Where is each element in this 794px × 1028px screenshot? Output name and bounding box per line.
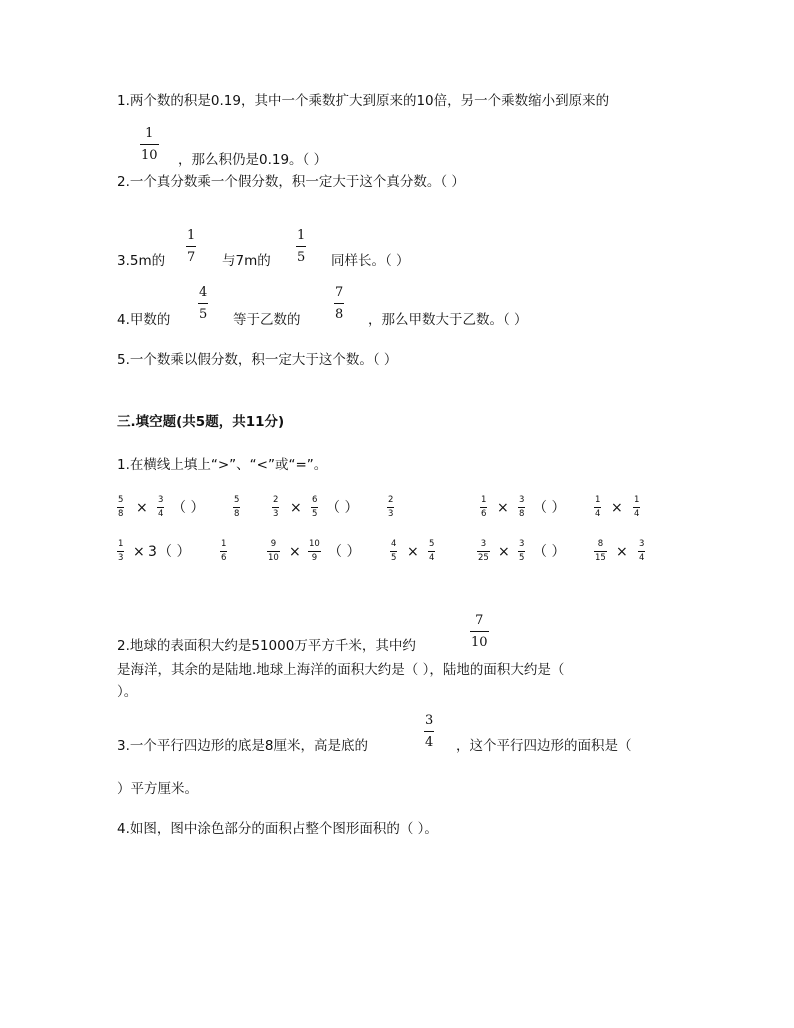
f1-r1b-frac-2 [311,496,318,518]
whole-number: 3 [148,544,157,560]
times-sign: × [133,544,145,560]
q4-frac2-numerator: 7 [335,285,344,300]
f1-r1b-frac-3 [387,496,394,518]
fraction-bar [480,507,487,508]
fraction-bar [311,507,318,508]
denominator: 3 [273,508,279,519]
q4-fraction-1 [198,286,208,321]
numerator: 5 [234,495,240,505]
times-sign: × [497,500,509,516]
numerator: 3 [639,539,645,549]
numerator: 3 [158,495,164,505]
q5-text: 5.一个数乘以假分数，积一定大于这个数。（ ） [117,352,398,368]
q3-fraction-2 [296,229,306,264]
f2-frac-numerator: 7 [475,613,484,628]
denominator: 25 [478,552,489,563]
f1-r1a-frac-2 [157,496,164,518]
numerator: 5 [429,539,435,549]
f1-r1c-frac-2 [518,496,525,518]
fraction-bar [633,507,640,508]
numerator: 1 [221,539,227,549]
denominator: 4 [639,552,645,563]
numerator: 3 [519,495,525,505]
q3-fraction-1 [186,229,196,264]
fraction-bar [233,507,240,508]
f2-line2: 是海洋，其余的是陆地.地球上海洋的面积大约是（ ），陆地的面积大约是（ [117,662,565,678]
denominator: 10 [268,552,279,563]
f2-fraction [470,614,489,649]
f3-fraction [424,714,434,749]
q4-fraction-2 [334,286,344,321]
f1-r2b-frac-1 [267,540,280,562]
q4-frac1-numerator: 4 [199,285,208,300]
fraction-bar [296,246,306,247]
fraction-bar [387,507,394,508]
denominator: 5 [391,552,397,563]
q3-frac2-denominator: 5 [297,250,306,265]
f1-r2c-frac-1 [477,540,490,562]
denominator: 4 [595,508,601,519]
f1-r2b-frac-2 [308,540,321,562]
f1-r2c-frac-3 [594,540,607,562]
denominator: 4 [158,508,164,519]
denominator: 9 [311,552,318,563]
f1-r1b-frac-1 [272,496,279,518]
numerator: 1 [634,495,640,505]
times-sign: × [616,544,628,560]
numerator: 9 [270,539,277,549]
fraction-bar [308,551,321,552]
f1-r1a-frac-1 [117,496,124,518]
q1-frac-numerator: 1 [145,126,154,141]
section-heading: 三.填空题(共5题，共11分) [117,414,285,430]
fraction-bar [428,551,435,552]
answer-blank[interactable]: （ ） [158,544,191,560]
q1-frac-denominator: 10 [141,148,158,163]
denominator: 8 [234,508,240,519]
times-sign: × [611,500,623,516]
fraction-bar [477,551,490,552]
denominator: 6 [481,508,487,519]
fraction-bar [424,731,434,732]
answer-blank[interactable]: （ ） [533,544,566,560]
fraction-bar [334,303,344,304]
numerator: 1 [118,539,124,549]
answer-blank[interactable]: （ ） [533,500,566,516]
numerator: 1 [595,495,601,505]
f1-r1c-frac-1 [480,496,487,518]
times-sign: × [290,500,302,516]
q2-text: 2.一个真分数乘一个假分数，积一定大于这个真分数。（ ） [117,174,465,190]
denominator: 4 [634,508,640,519]
numerator: 2 [388,495,394,505]
f4-text: 4.如图，图中涂色部分的面积占整个图形面积的（ ）。 [117,821,438,837]
f1-r2b-frac-3 [390,540,397,562]
denominator: 3 [388,508,394,519]
times-sign: × [136,500,148,516]
f2-frac-denominator: 10 [471,635,488,650]
f3-line1b: ，这个平行四边形的面积是（ [456,738,632,754]
f2-line1: 2.地球的表面积大约是51000万平方千米，其中约 [117,638,416,654]
f1-r2c-frac-4 [638,540,645,562]
f3-frac-denominator: 4 [425,735,434,750]
q3-frac1-denominator: 7 [187,250,196,265]
q3-frac2-numerator: 1 [297,228,306,243]
q1-line1: 1.两个数的积是0.19，其中一个乘数扩大到原来的10倍，另一个乘数缩小到原来的 [117,93,610,109]
numerator: 3 [480,539,487,549]
denominator: 8 [519,508,525,519]
fraction-bar [117,507,124,508]
f2-line3: ）。 [117,684,138,700]
fraction-bar [518,507,525,508]
numerator: 3 [519,539,525,549]
fraction-bar [594,507,601,508]
f1-r1a-frac-3 [233,496,240,518]
answer-blank[interactable]: （ ） [328,544,361,560]
fraction-bar [186,246,196,247]
fraction-bar [594,551,607,552]
f3-line1: 3.一个平行四边形的底是8厘米，高是底的 [117,738,368,754]
q4-frac2-denominator: 8 [335,307,344,322]
numerator: 8 [597,539,604,549]
answer-blank[interactable]: （ ） [326,500,359,516]
denominator: 15 [595,552,606,563]
fraction-bar [157,507,164,508]
denominator: 3 [118,552,124,563]
answer-blank[interactable]: （ ） [172,500,205,516]
numerator: 6 [312,495,318,505]
numerator: 10 [309,539,320,549]
f1-r2a-frac-1 [117,540,124,562]
fraction-bar [390,551,397,552]
denominator: 5 [312,508,318,519]
q1-line2: ，那么积仍是0.19。（ ） [178,152,328,168]
fraction-bar [470,631,489,632]
fraction-bar [117,551,124,552]
f1-text: 1.在横线上填上“>”、“<”或“=”。 [117,457,328,473]
fraction-bar [140,144,159,145]
numerator: 1 [481,495,487,505]
f1-r2b-frac-4 [428,540,435,562]
fraction-bar [272,507,279,508]
fraction-bar [638,551,645,552]
fraction-bar [518,551,525,552]
q4-part2: 等于乙数的 [233,312,301,328]
f3-line2: ）平方厘米。 [117,781,198,797]
numerator: 5 [118,495,124,505]
f1-r2a-frac-2 [220,540,227,562]
fraction-bar [267,551,280,552]
f3-frac-numerator: 3 [425,713,434,728]
q3-part1: 3.5m的 [117,253,166,269]
numerator: 4 [391,539,397,549]
q3-frac1-numerator: 1 [187,228,196,243]
denominator: 4 [429,552,435,563]
f1-r2c-frac-2 [518,540,525,562]
times-sign: × [498,544,510,560]
denominator: 8 [118,508,124,519]
fraction-bar [220,551,227,552]
times-sign: × [289,544,301,560]
q4-part1: 4.甲数的 [117,312,171,328]
f1-r1c-frac-4 [633,496,640,518]
q3-part2: 与7m的 [222,253,271,269]
q1-fraction [140,127,159,162]
q4-frac1-denominator: 5 [199,307,208,322]
fraction-bar [198,303,208,304]
q4-part3: ，那么甲数大于乙数。（ ） [368,312,528,328]
times-sign: × [407,544,419,560]
denominator: 5 [519,552,525,563]
f1-r1c-frac-3 [594,496,601,518]
denominator: 6 [221,552,227,563]
numerator: 2 [273,495,279,505]
q3-part3: 同样长。（ ） [331,253,410,269]
